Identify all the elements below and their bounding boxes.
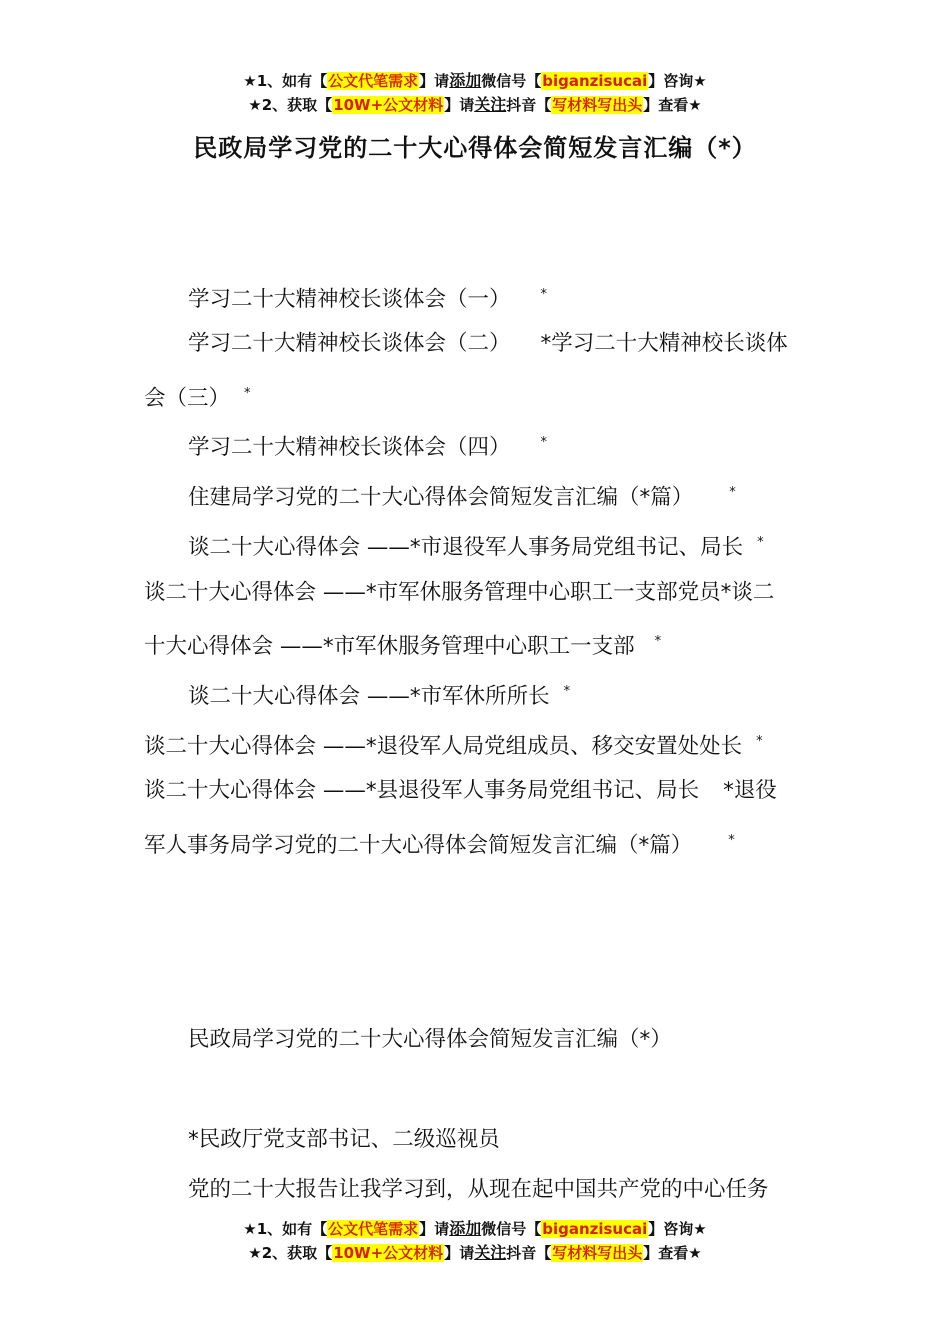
- body-paragraph: 党的二十大报告让我学习到，从现在起中国共产党的中心任务: [188, 1177, 769, 1202]
- highlight-wechat-id: biganzisucai: [542, 72, 648, 90]
- author-line: *民政厅党支部书记、二级巡视员: [188, 1127, 500, 1152]
- highlight-materials: 10W+公文材料: [333, 1244, 444, 1262]
- highlight-service: 公文代笔需求: [328, 72, 419, 90]
- toc-line: 谈二十大心得体会 ——*市退役军人事务局党组书记、局长 *: [188, 535, 764, 560]
- toc-line: 学习二十大精神校长谈体会（一） *: [188, 287, 548, 312]
- toc-line: 十大心得体会 ——*市军休服务管理中心职工一支部 *: [144, 634, 662, 659]
- bottom-banner-line-1: ★1、如有【公文代笔需求】请添加微信号【biganzisucai】咨询★: [243, 1219, 707, 1238]
- toc-line: 谈二十大心得体会 ——*市军休所所长 *: [188, 684, 571, 709]
- toc-line: 谈二十大心得体会 ——*市军休服务管理中心职工一支部党员*谈二: [144, 580, 775, 605]
- toc-line: 军人事务局学习党的二十大心得体会简短发言汇编（*篇） *: [144, 833, 735, 858]
- top-banner-line-1: ★1、如有【公文代笔需求】请添加微信号【biganzisucai】咨询★: [243, 71, 707, 90]
- toc-line: 住建局学习党的二十大心得体会简短发言汇编（*篇） *: [188, 485, 736, 510]
- toc-line: 学习二十大精神校长谈体会（四） *: [188, 435, 548, 460]
- top-banner-line-2: ★2、获取【10W+公文材料】请关注抖音【写材料写出头】查看★: [248, 95, 702, 114]
- highlight-douyin: 写材料写出头: [552, 96, 643, 114]
- toc-line: 学习二十大精神校长谈体会（二） *学习二十大精神校长谈体: [188, 331, 788, 356]
- bottom-banner-line-2: ★2、获取【10W+公文材料】请关注抖音【写材料写出头】查看★: [248, 1243, 702, 1262]
- toc-line: 会（三） *: [144, 386, 251, 411]
- toc-line: 谈二十大心得体会 ——*退役军人局党组成员、移交安置处处长 *: [144, 734, 763, 759]
- document-title: 民政局学习党的二十大心得体会简短发言汇编（*）: [193, 134, 757, 162]
- highlight-materials: 10W+公文材料: [333, 96, 444, 114]
- highlight-service: 公文代笔需求: [328, 1220, 419, 1238]
- toc-line: 谈二十大心得体会 ——*县退役军人事务局党组书记、局长 *退役: [144, 778, 777, 803]
- section-title: 民政局学习党的二十大心得体会简短发言汇编（*）: [188, 1027, 672, 1052]
- highlight-douyin: 写材料写出头: [552, 1244, 643, 1262]
- highlight-wechat-id: biganzisucai: [542, 1220, 648, 1238]
